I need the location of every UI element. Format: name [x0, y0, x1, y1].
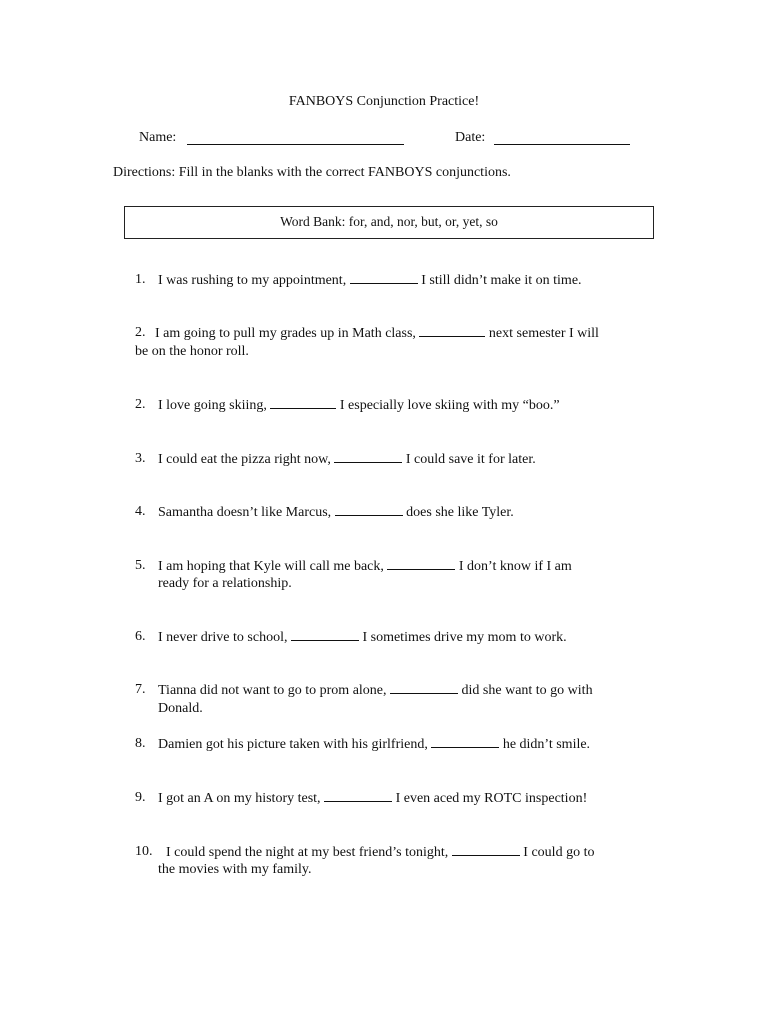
- question-text: [158, 790, 587, 807]
- question-text: [158, 682, 593, 699]
- question-text: [158, 558, 572, 575]
- question-text: [166, 844, 594, 861]
- question-number: 10.: [135, 844, 153, 859]
- question-text-after: did she want to go with: [461, 683, 593, 698]
- question-text-after: does she like Tyler.: [406, 505, 514, 520]
- question-number: 8.: [135, 736, 146, 751]
- question-text-continued: be on the honor roll.: [135, 344, 249, 359]
- answer-blank[interactable]: [452, 844, 520, 856]
- question-text-after: I even aced my ROTC inspection!: [395, 791, 588, 806]
- question-text-after: he didn’t smile.: [502, 737, 591, 752]
- question-text-before: Tianna did not want to go to prom alone,: [158, 683, 387, 698]
- question-text-continued: Donald.: [158, 701, 203, 716]
- question-text-before: I could eat the pizza right now,: [158, 452, 331, 467]
- answer-blank[interactable]: [324, 790, 392, 802]
- question-text-before: I never drive to school,: [158, 630, 288, 645]
- question-number: 4.: [135, 504, 146, 519]
- question-number: 2.: [135, 397, 146, 412]
- question-text-after: I sometimes drive my mom to work.: [362, 630, 567, 645]
- answer-blank[interactable]: [390, 682, 458, 694]
- question-text-after: I still didn’t make it on time.: [421, 273, 582, 288]
- answer-blank[interactable]: [270, 397, 336, 409]
- word-bank-text: Word Bank: for, and, nor, but, or, yet, so: [280, 214, 498, 229]
- directions-text: Directions: Fill in the blanks with the correct FANBOYS conjunctions.: [113, 165, 511, 180]
- question-text: [158, 272, 582, 289]
- answer-blank[interactable]: [350, 272, 418, 284]
- question-text-before: I got an A on my history test,: [158, 791, 321, 806]
- question-text-after: I especially love skiing with my “boo.”: [339, 398, 560, 413]
- name-label: Name:: [139, 130, 177, 145]
- question-text: [155, 325, 599, 342]
- question-text: [158, 629, 567, 646]
- question-number: 5.: [135, 558, 146, 573]
- question-text-before: I love going skiing,: [158, 398, 267, 413]
- question-text-before: Damien got his picture taken with his girlfriend,: [158, 737, 428, 752]
- question-text-continued: the movies with my family.: [158, 862, 312, 877]
- answer-blank[interactable]: [431, 736, 499, 748]
- question-text: [158, 451, 536, 468]
- answer-blank[interactable]: [387, 558, 455, 570]
- question-text-before: I was rushing to my appointment,: [158, 273, 347, 288]
- question-text-after: next semester I will: [488, 326, 599, 341]
- question-text-before: I am going to pull my grades up in Math class,: [155, 326, 416, 341]
- question-number: 7.: [135, 682, 146, 697]
- name-field[interactable]: [187, 144, 404, 145]
- date-field[interactable]: [494, 144, 630, 145]
- question-number: 2.: [135, 325, 146, 340]
- question-number: 1.: [135, 272, 146, 287]
- question-text-after: I don’t know if I am: [458, 559, 572, 574]
- question-text-before: I could spend the night at my best friend’s tonight,: [166, 845, 449, 860]
- question-number: 6.: [135, 629, 146, 644]
- question-text-before: I am hoping that Kyle will call me back,: [158, 559, 384, 574]
- question-number: 3.: [135, 451, 146, 466]
- question-text-after: I could save it for later.: [405, 452, 536, 467]
- page-title: FANBOYS Conjunction Practice!: [288, 94, 480, 109]
- question-text-before: Samantha doesn’t like Marcus,: [158, 505, 332, 520]
- question-text: [158, 736, 590, 753]
- question-text: [158, 504, 514, 521]
- answer-blank[interactable]: [334, 451, 402, 463]
- date-label: Date:: [455, 130, 486, 145]
- question-text-continued: ready for a relationship.: [158, 576, 292, 591]
- question-number: 9.: [135, 790, 146, 805]
- answer-blank[interactable]: [335, 504, 403, 516]
- answer-blank[interactable]: [419, 325, 485, 337]
- answer-blank[interactable]: [291, 629, 359, 641]
- word-bank-box: [124, 206, 654, 239]
- question-text: [158, 397, 560, 414]
- question-text-after: I could go to: [523, 845, 595, 860]
